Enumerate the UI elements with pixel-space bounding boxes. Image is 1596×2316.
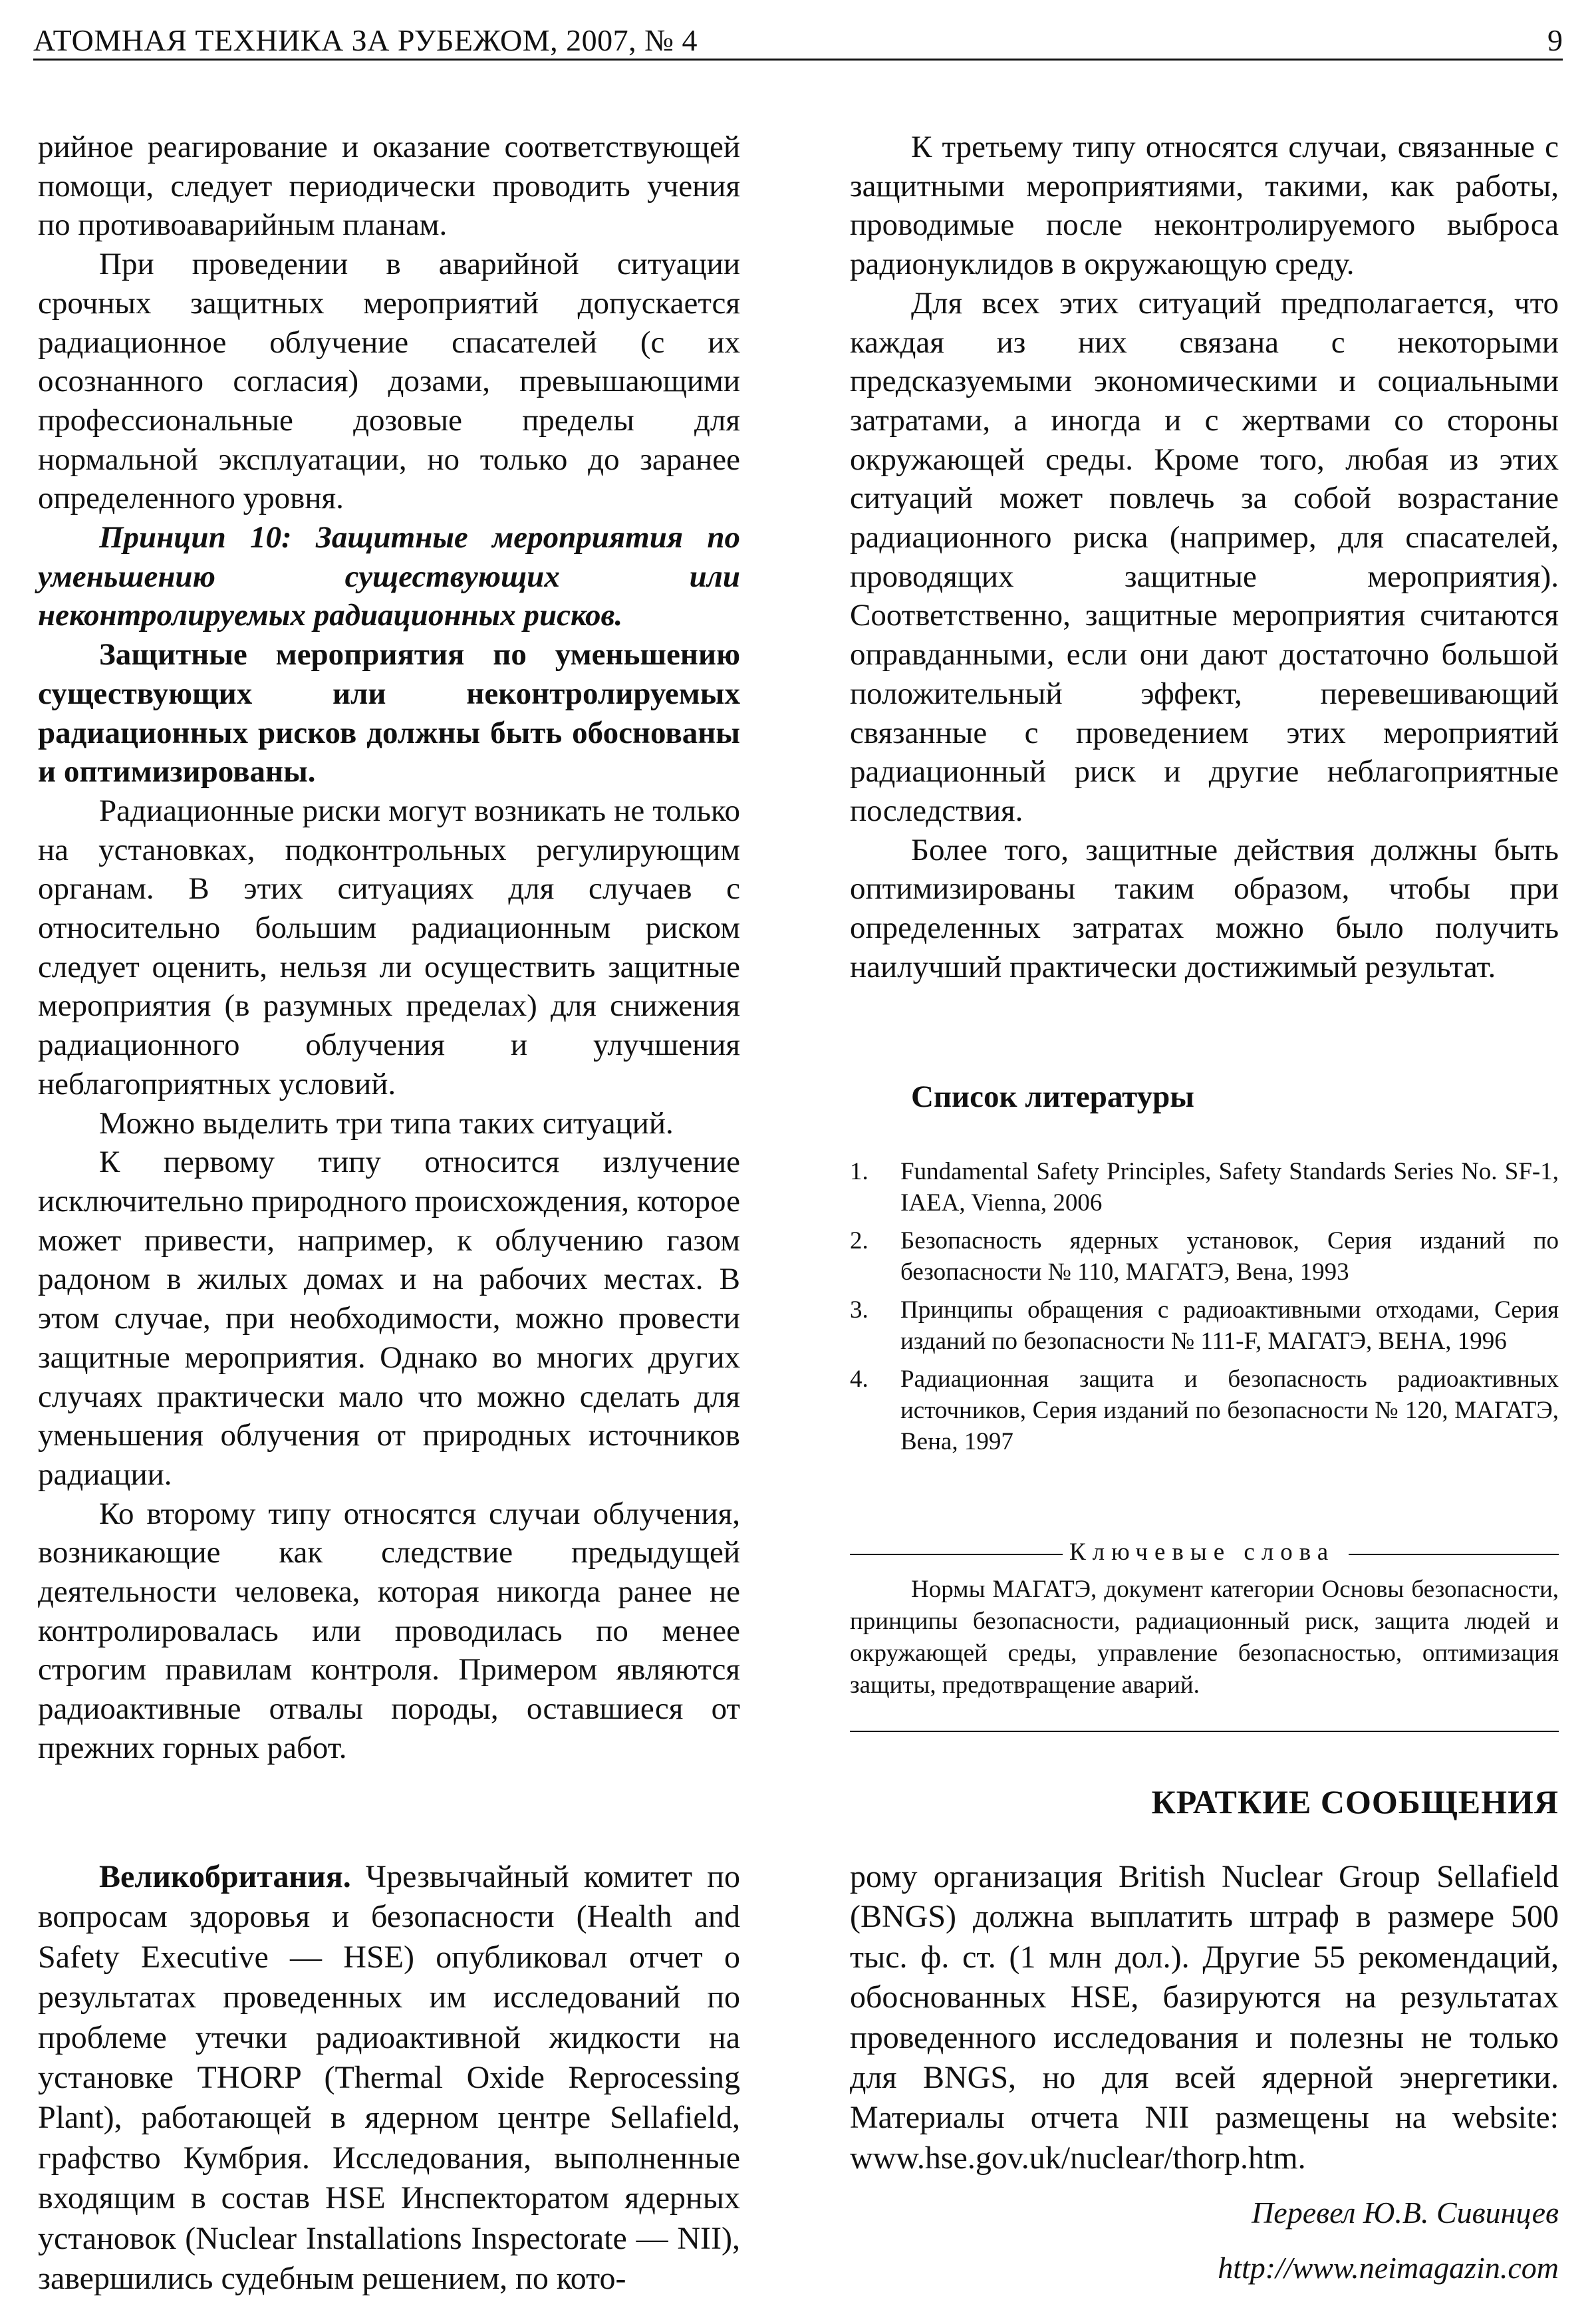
news-text: Чрезвычайный комитет по вопросам здоровья и безопасности (Health and Safety Executive — HSE) опубликовал отчет о результатах проведенных им исследований по проблеме утечки радиоактивной жидкости на установке THORP (Thermal Oxide Reprocessing Plant), работающей в ядерном центре Sellafield, графство Кумбрия. Исследования, выполненные входящим в состав HSE Инспекторатом ядерных установок (Nuclear Installations Inspectorate — NII), завершились судебным решением, по кото-: [38, 1859, 740, 2297]
reference-number: 3.: [850, 1296, 868, 1324]
keywords-rule-left: [850, 1554, 1063, 1555]
reference-item: [850, 1156, 1559, 1219]
references-title: Список литературы: [911, 1080, 1194, 1114]
page-number: 9: [1547, 23, 1563, 57]
paragraph: Ко второму типу относятся случаи облучения, возникающие как следствие предыдущей деятельности человека, которая никогда ранее не контролировалась или проводилась по менее строгим правилам контроля. Примером являются радиоактивные отвалы породы, оставшиеся от прежних горных работ.: [38, 1496, 740, 1765]
paragraph: Можно выделить три типа таких ситуаций.: [99, 1105, 674, 1141]
source-url: http://www.neimagazin.com: [1218, 2251, 1559, 2285]
references-list: [850, 1156, 1559, 1464]
reference-item: [850, 1294, 1559, 1357]
page-header: [33, 17, 1563, 61]
paragraph: К третьему типу относятся случаи, связанные с защитными мероприятиями, такими, как работы, проводимые после неконтролируемого выброса радионуклидов в окружающую среду.: [850, 130, 1559, 282]
reference-item: [850, 1364, 1559, 1457]
keywords-header: [850, 1538, 1559, 1570]
journal-title: АТОМНАЯ ТЕХНИКА ЗА РУБЕЖОМ, 2007, № 4: [33, 23, 698, 57]
news-left-column: [38, 1857, 740, 2299]
reference-text: Радиационная защита и безопасность радиоактивных источников, Серия изданий по безопасности № 120, МАГАТЭ, Вена, 1997: [900, 1366, 1559, 1455]
news-paragraph: [38, 1857, 740, 2299]
right-column: [850, 128, 1559, 986]
paragraph: Для всех этих ситуаций предполагается, что каждая из них связана с некоторыми предсказуемыми экономическими и социальными затратами, а иногда и с жертвами со стороны окружающей среды. Кроме того, любая из этих ситуаций может повлечь за собой возрастание радиационного риска (например, для спасателей, проводящих защитные мероприятия). Соответственно, защитные мероприятия считаются оправданными, если они дают достаточно большой положительный эффект, перевешивающий связанные с проведением этих мероприятий радиационный риск и другие неблагоприятные последствия.: [850, 285, 1559, 828]
reference-text: Принципы обращения с радиоактивными отходами, Серия изданий по безопасности № 111-F, МАГАТЭ, ВЕНА, 1996: [900, 1296, 1559, 1355]
paragraph: рийное реагирование и оказание соответствующей помощи, следует периодически проводить учения по противоаварийным планам.: [38, 130, 740, 243]
paragraph: К первому типу относится излучение исключительно природного происхождения, которое может привести, например, к облучению газом радоном в жилых домах и на рабочих местах. В этом случае, при необходимости, можно провести защитные мероприятия. Однако во многих других случаях практически мало что можно сделать для уменьшения облучения от природных источников радиации.: [38, 1145, 740, 1492]
keywords-rule-right: [1349, 1554, 1559, 1555]
reference-number: 4.: [850, 1366, 868, 1393]
reference-item: [850, 1225, 1559, 1288]
keywords-text: Нормы МАГАТЭ, документ категории Основы безопасности, принципы безопасности, радиационный риск, защита людей и окружающей среды, управление безопасностью, оптимизация защиты, предотвращение аварий.: [850, 1576, 1559, 1699]
reference-number: 1.: [850, 1158, 868, 1185]
news-section-title: КРАТКИЕ СООБЩЕНИЯ: [1151, 1783, 1559, 1820]
keywords-bottom-rule: [850, 1731, 1559, 1732]
principle-heading: Принцип 10: Защитные мероприятия по уменьшению существующих или неконтролируемых радиационных рисков.: [38, 520, 740, 633]
reference-text: Безопасность ядерных установок, Серия изданий по безопасности № 110, МАГАТЭ, Вена, 1993: [900, 1227, 1559, 1286]
reference-number: 2.: [850, 1227, 868, 1254]
news-right-column: [850, 1857, 1559, 2178]
translator-credit: Перевел Ю.В. Сивинцев: [1252, 2196, 1559, 2230]
keywords-title: Ключевые слова: [1069, 1538, 1335, 1566]
paragraph: Более того, защитные действия должны быть оптимизированы таким образом, чтобы при определенных затратах можно было получить наилучший практически достижимый результат.: [850, 832, 1559, 984]
left-column: [38, 128, 740, 1768]
reference-text: Fundamental Safety Principles, Safety Standards Series No. SF-1, IAEA, Vienna, 2006: [900, 1158, 1559, 1217]
news-paragraph: рому организация British Nuclear Group Sellafield (BNGS) должна выплатить штраф в размере 500 тыс. ф. ст. (1 млн дол.). Другие 55 рекомендаций, обоснованных HSE, базируются на результатах проведенного исследования и полезны не только для BNGS, но для всей ядерной энергетики. Материалы отчета NII размещены на website: www.hse.gov.uk/nuclear/thorp.htm.: [850, 1859, 1559, 2176]
news-country: Великобритания.: [99, 1859, 351, 1894]
paragraph: При проведении в аварийной ситуации срочных защитных мероприятий допускается радиационное облучение спасателей (с их осознанного согласия) дозами, превышающими профессиональные дозовые пределы для нормальной эксплуатации, но только до заранее определенного уровня.: [38, 247, 740, 516]
paragraph: Радиационные риски могут возникать не только на установках, подконтрольных регулирующим органам. В этих ситуациях для случаев с относительно большим радиационным риском следует оценить, нельзя ли осуществить защитные мероприятия (в разумных пределах) для снижения радиационного облучения и улучшения неблагоприятных условий.: [38, 793, 740, 1101]
principle-statement: Защитные мероприятия по уменьшению существующих или неконтролируемых радиационных рисков должны быть обоснованы и оптимизированы.: [38, 637, 740, 790]
